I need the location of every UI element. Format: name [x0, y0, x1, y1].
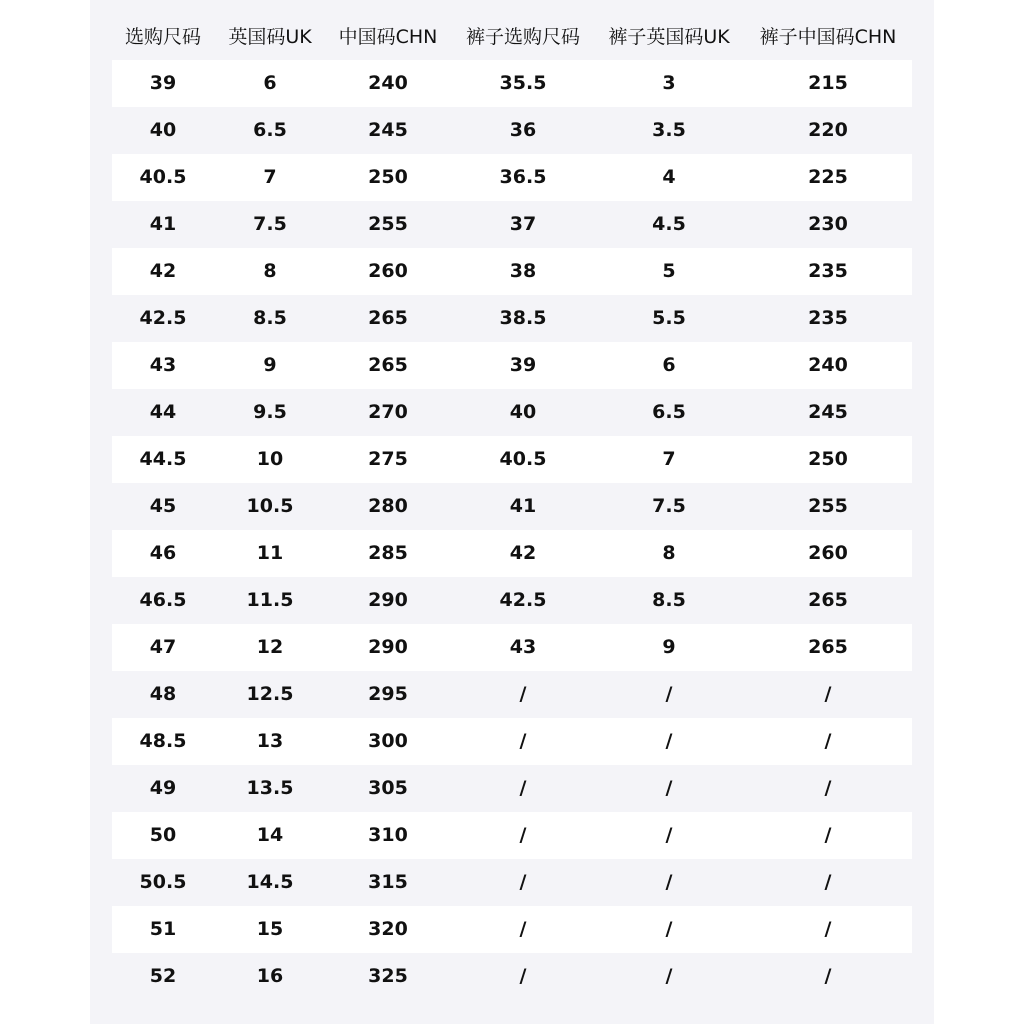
table-row: [112, 60, 912, 107]
table-row: [112, 906, 912, 953]
cell-chn-size: 260: [368, 260, 408, 282]
table-row: [112, 342, 912, 389]
cell-chn-size: 270: [368, 401, 408, 423]
table-header: [112, 14, 912, 60]
table-row: [112, 624, 912, 671]
cell-uk-size: 7.5: [253, 213, 287, 235]
cell-pants-chn-size: 260: [808, 542, 848, 564]
cell-pants-size: 36: [509, 119, 537, 141]
cell-uk-size: 7: [263, 166, 277, 188]
cell-shoe-size: 42.5: [139, 307, 187, 329]
cell-pants-uk-size: /: [665, 918, 673, 940]
cell-pants-size: 42.5: [499, 589, 547, 611]
cell-chn-size: 290: [368, 636, 408, 658]
cell-pants-size: 41: [509, 495, 537, 517]
cell-uk-size: 16: [256, 965, 284, 987]
cell-pants-uk-size: /: [665, 730, 673, 752]
table-row: [112, 765, 912, 812]
cell-uk-size: 11.5: [246, 589, 294, 611]
cell-pants-chn-size: 230: [808, 213, 848, 235]
table-row: [112, 107, 912, 154]
cell-chn-size: 290: [368, 589, 408, 611]
cell-pants-size: 40: [509, 401, 537, 423]
cell-uk-size: 10: [256, 448, 284, 470]
header-pants-size: 裤子选购尺码: [465, 26, 581, 48]
cell-pants-size: 39: [509, 354, 537, 376]
table-row: [112, 436, 912, 483]
cell-uk-size: 12.5: [246, 683, 294, 705]
cell-pants-size: 36.5: [499, 166, 547, 188]
cell-pants-size: 40.5: [499, 448, 547, 470]
cell-chn-size: 310: [368, 824, 408, 846]
cell-pants-size: 37: [509, 213, 537, 235]
cell-chn-size: 255: [368, 213, 408, 235]
cell-uk-size: 6.5: [253, 119, 287, 141]
table-row: [112, 201, 912, 248]
cell-chn-size: 295: [368, 683, 408, 705]
cell-pants-size: /: [519, 683, 527, 705]
cell-pants-uk-size: /: [665, 965, 673, 987]
cell-pants-chn-size: 245: [808, 401, 848, 423]
table-row: [112, 859, 912, 906]
cell-pants-size: 43: [509, 636, 537, 658]
header-uk-size: 英国码UK: [228, 26, 312, 48]
cell-pants-chn-size: 215: [808, 72, 848, 94]
cell-uk-size: 14.5: [246, 871, 294, 893]
cell-pants-chn-size: /: [824, 730, 832, 752]
cell-pants-uk-size: 8: [662, 542, 676, 564]
cell-pants-chn-size: 235: [808, 307, 848, 329]
cell-pants-uk-size: /: [665, 871, 673, 893]
cell-pants-chn-size: /: [824, 871, 832, 893]
cell-pants-uk-size: 3: [662, 72, 676, 94]
cell-chn-size: 265: [368, 307, 408, 329]
cell-pants-uk-size: 3.5: [652, 119, 686, 141]
cell-shoe-size: 46: [149, 542, 177, 564]
cell-shoe-size: 50.5: [139, 871, 187, 893]
table-row: [112, 530, 912, 577]
table-row: [112, 953, 912, 1000]
cell-shoe-size: 44.5: [139, 448, 187, 470]
cell-pants-size: 38.5: [499, 307, 547, 329]
cell-uk-size: 8: [263, 260, 277, 282]
table-row: [112, 718, 912, 765]
cell-pants-chn-size: 265: [808, 589, 848, 611]
cell-shoe-size: 50: [149, 824, 177, 846]
cell-shoe-size: 51: [149, 918, 177, 940]
cell-pants-uk-size: 5.5: [652, 307, 686, 329]
cell-shoe-size: 44: [149, 401, 177, 423]
cell-pants-uk-size: 4: [662, 166, 676, 188]
cell-pants-chn-size: 220: [808, 119, 848, 141]
cell-chn-size: 250: [368, 166, 408, 188]
cell-pants-size: 38: [509, 260, 537, 282]
cell-shoe-size: 49: [149, 777, 177, 799]
cell-shoe-size: 48.5: [139, 730, 187, 752]
cell-pants-uk-size: 6.5: [652, 401, 686, 423]
cell-pants-size: /: [519, 824, 527, 846]
cell-uk-size: 9.5: [253, 401, 287, 423]
cell-chn-size: 240: [368, 72, 408, 94]
cell-uk-size: 9: [263, 354, 277, 376]
table-row: [112, 812, 912, 859]
cell-chn-size: 305: [368, 777, 408, 799]
cell-pants-uk-size: /: [665, 683, 673, 705]
cell-pants-size: /: [519, 871, 527, 893]
cell-uk-size: 10.5: [246, 495, 294, 517]
cell-shoe-size: 42: [149, 260, 177, 282]
cell-pants-chn-size: /: [824, 824, 832, 846]
header-chn-size: 中国码CHN: [338, 26, 438, 48]
cell-chn-size: 265: [368, 354, 408, 376]
cell-shoe-size: 39: [149, 72, 177, 94]
cell-pants-chn-size: 265: [808, 636, 848, 658]
cell-pants-size: /: [519, 918, 527, 940]
cell-shoe-size: 45: [149, 495, 177, 517]
table-row: [112, 483, 912, 530]
cell-pants-uk-size: /: [665, 824, 673, 846]
cell-uk-size: 15: [256, 918, 284, 940]
cell-pants-chn-size: 235: [808, 260, 848, 282]
cell-chn-size: 320: [368, 918, 408, 940]
cell-chn-size: 285: [368, 542, 408, 564]
cell-shoe-size: 47: [149, 636, 177, 658]
table-row: [112, 295, 912, 342]
cell-pants-uk-size: 7: [662, 448, 676, 470]
cell-pants-uk-size: /: [665, 777, 673, 799]
cell-pants-uk-size: 4.5: [652, 213, 686, 235]
cell-uk-size: 13.5: [246, 777, 294, 799]
cell-pants-size: 42: [509, 542, 537, 564]
cell-pants-chn-size: 240: [808, 354, 848, 376]
cell-shoe-size: 46.5: [139, 589, 187, 611]
table-row: [112, 577, 912, 624]
table-row: [112, 154, 912, 201]
cell-pants-uk-size: 5: [662, 260, 676, 282]
cell-pants-size: /: [519, 777, 527, 799]
cell-shoe-size: 41: [149, 213, 177, 235]
cell-chn-size: 280: [368, 495, 408, 517]
cell-pants-chn-size: /: [824, 777, 832, 799]
cell-shoe-size: 43: [149, 354, 177, 376]
cell-shoe-size: 40.5: [139, 166, 187, 188]
cell-uk-size: 11: [256, 542, 284, 564]
cell-pants-uk-size: 6: [662, 354, 676, 376]
cell-uk-size: 14: [256, 824, 284, 846]
cell-chn-size: 275: [368, 448, 408, 470]
cell-pants-chn-size: 250: [808, 448, 848, 470]
cell-chn-size: 315: [368, 871, 408, 893]
cell-uk-size: 8.5: [253, 307, 287, 329]
cell-pants-chn-size: 225: [808, 166, 848, 188]
table-row: [112, 389, 912, 436]
size-table-body: [112, 60, 912, 1000]
cell-shoe-size: 52: [149, 965, 177, 987]
cell-pants-uk-size: 8.5: [652, 589, 686, 611]
cell-uk-size: 6: [263, 72, 277, 94]
cell-uk-size: 12: [256, 636, 284, 658]
cell-uk-size: 13: [256, 730, 284, 752]
cell-pants-chn-size: /: [824, 683, 832, 705]
cell-pants-chn-size: 255: [808, 495, 848, 517]
cell-pants-uk-size: 7.5: [652, 495, 686, 517]
cell-shoe-size: 40: [149, 119, 177, 141]
cell-chn-size: 325: [368, 965, 408, 987]
cell-pants-chn-size: /: [824, 965, 832, 987]
cell-pants-chn-size: /: [824, 918, 832, 940]
header-shoe-size: 选购尺码: [124, 26, 202, 48]
header-pants-chn-size: 裤子中国码CHN: [759, 26, 897, 48]
header-pants-uk-size: 裤子英国码UK: [608, 26, 730, 48]
table-row: [112, 671, 912, 718]
cell-chn-size: 300: [368, 730, 408, 752]
cell-pants-size: 35.5: [499, 72, 547, 94]
cell-chn-size: 245: [368, 119, 408, 141]
table-row: [112, 248, 912, 295]
cell-pants-uk-size: 9: [662, 636, 676, 658]
cell-shoe-size: 48: [149, 683, 177, 705]
cell-pants-size: /: [519, 965, 527, 987]
cell-pants-size: /: [519, 730, 527, 752]
